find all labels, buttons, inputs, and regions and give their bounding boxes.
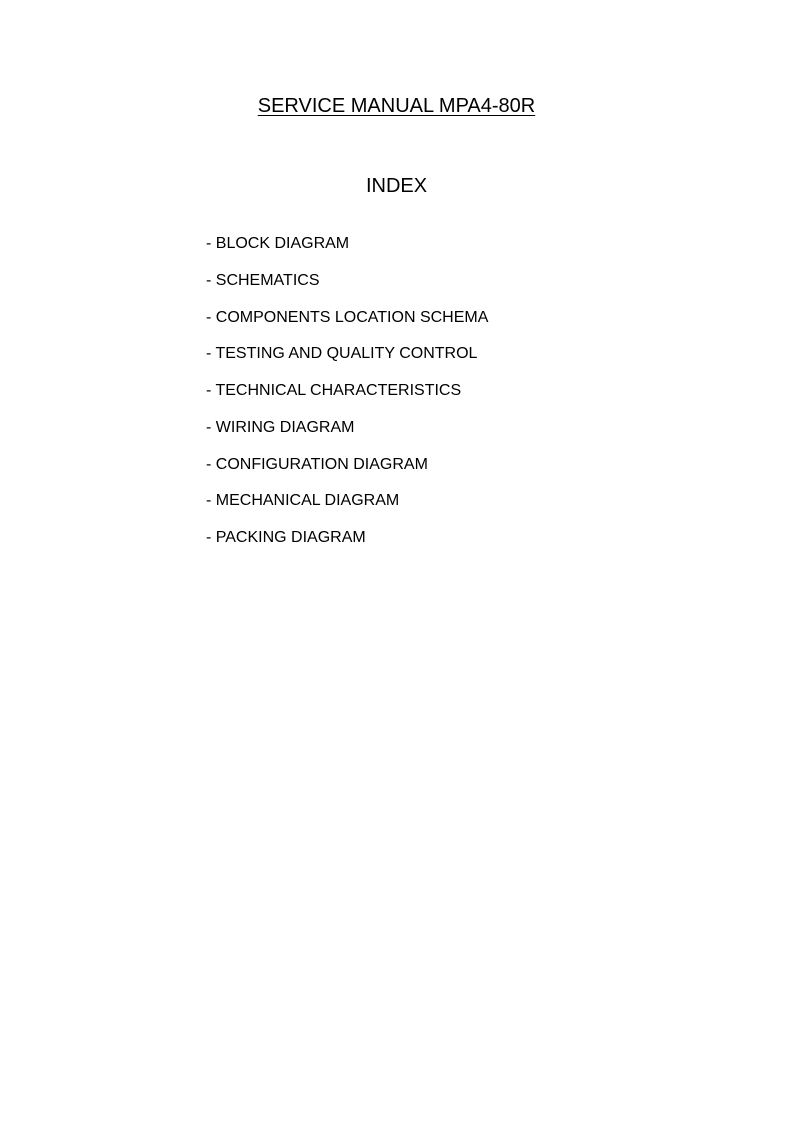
document-title: SERVICE MANUAL MPA4-80R bbox=[257, 95, 536, 117]
index-item-testing-and-quality-control: - TESTING AND QUALITY CONTROL bbox=[206, 345, 478, 363]
index-item-configuration-diagram: - CONFIGURATION DIAGRAM bbox=[206, 455, 428, 473]
index-item-schematics: - SCHEMATICS bbox=[206, 271, 320, 289]
index-item-packing-diagram: - PACKING DIAGRAM bbox=[206, 529, 366, 546]
index-item-components-location-schema: - COMPONENTS LOCATION SCHEMA bbox=[206, 308, 489, 326]
index-heading: INDEX bbox=[365, 175, 428, 197]
index-item-technical-characteristics: - TECHNICAL CHARACTERISTICS bbox=[206, 382, 462, 399]
index-item-mechanical-diagram: - MECHANICAL DIAGRAM bbox=[206, 492, 400, 510]
index-list bbox=[206, 234, 488, 565]
index-item-block-diagram: - BLOCK DIAGRAM bbox=[206, 235, 350, 252]
index-item-wiring-diagram: - WIRING DIAGRAM bbox=[206, 418, 355, 436]
